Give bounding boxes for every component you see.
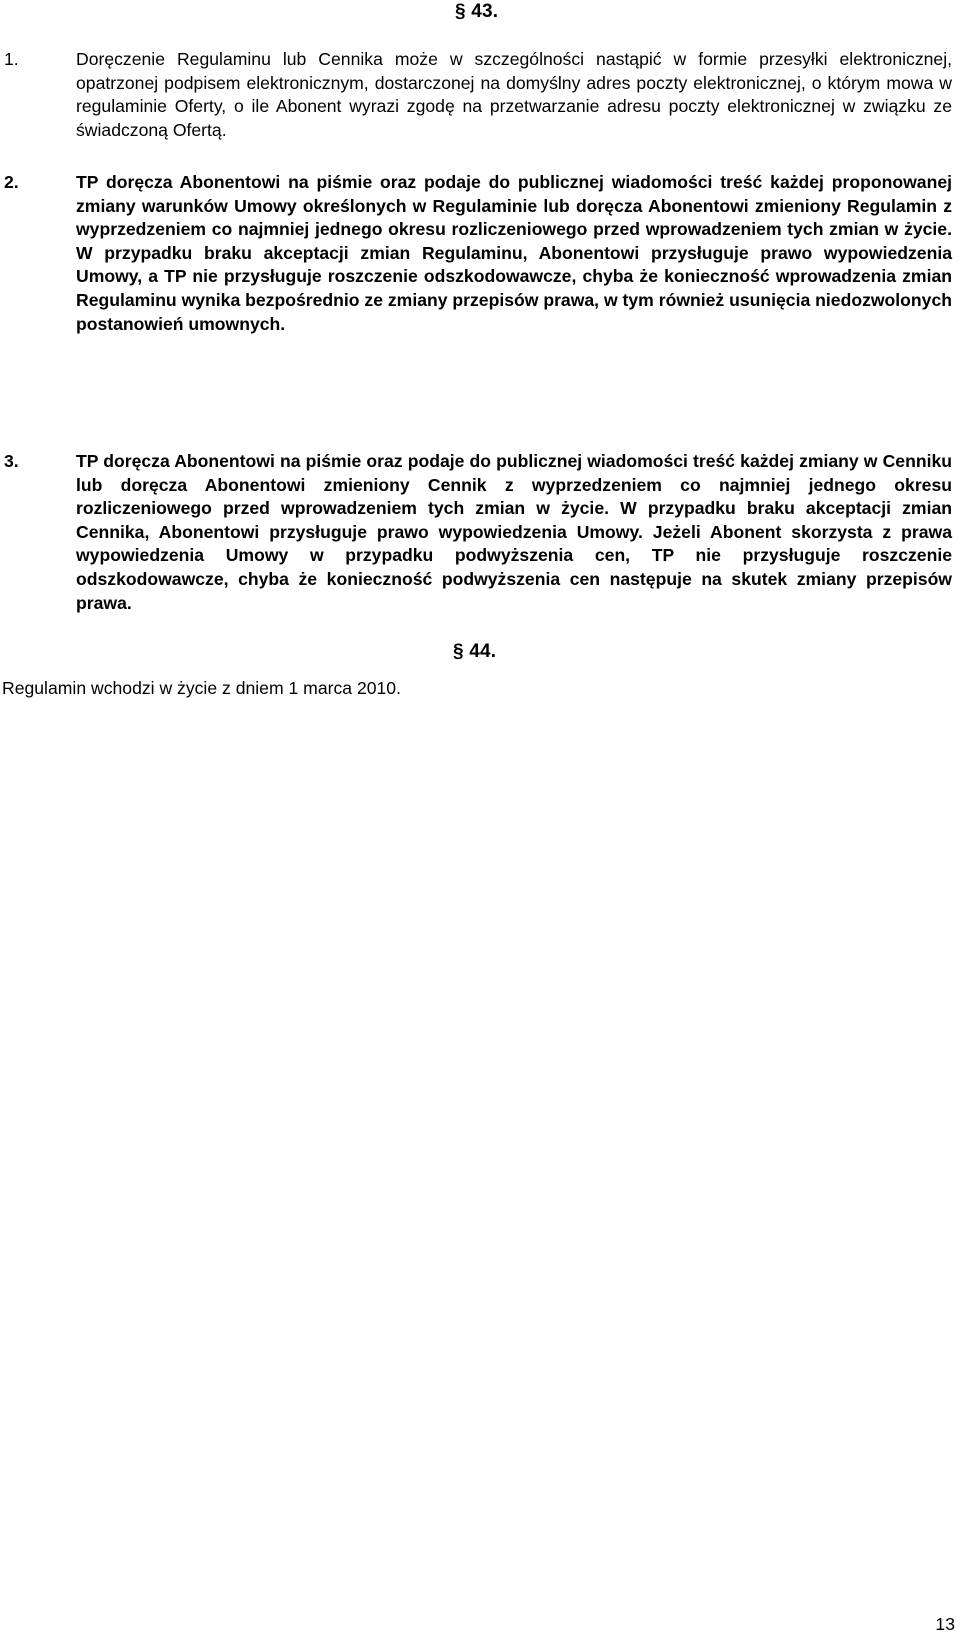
paragraph-2-number: 2. xyxy=(4,172,19,192)
effective-date-statement: Regulamin wchodzi w życie z dniem 1 marca 2010. xyxy=(2,678,401,698)
paragraph-3 xyxy=(4,450,952,615)
paragraph-3-number: 3. xyxy=(4,451,19,471)
paragraph-2-text: TP doręcza Abonentowi na piśmie oraz podaje do publicznej wiadomości treść każdej proponowanej zmiany warunków Umowy określonych w Regulaminie lub doręcza Abonentowi zmieniony Regulamin z wyprzedzeniem co najmniej jednego okresu rozliczeniowego przed wprowadzeniem tych zmian w życie. W przypadku braku akceptacji zmian Regulaminu, Abonentowi przysługuje prawo wypowiedzenia Umowy, a TP nie przysługuje roszczenie odszkodowawcze, chyba że konieczność wprowadzenia zmian Regulaminu wynika bezpośrednio ze zmiany przepisów prawa, w tym również usunięcia niedozwolonych postanowień umownych. xyxy=(76,172,952,334)
paragraph-1 xyxy=(4,48,952,142)
paragraph-3-text: TP doręcza Abonentowi na piśmie oraz podaje do publicznej wiadomości treść każdej zmiany w Cenniku lub doręcza Abonentowi zmieniony Cennik z wyprzedzeniem co najmniej jednego okresu rozliczeniowego przed wprowadzeniem tych zmian w życie. W przypadku braku akceptacji zmian Cennika, Abonentowi przysługuje prawo wypowiedzenia Umowy. Jeżeli Abonent skorzysta z prawa wypowiedzenia Umowy w przypadku podwyższenia cen, TP nie przysługuje roszczenie odszkodowawcze, chyba że konieczność podwyższenia cen następuje na skutek zmiany przepisów prawa. xyxy=(76,451,952,613)
paragraph-1-text: Doręczenie Regulaminu lub Cennika może w szczególności nastąpić w formie przesyłki elektronicznej, opatrzonej podpisem elektronicznym, dostarczonej na domyślny adres poczty elektronicznej, o którym mowa w regulaminie Oferty, o ile Abonent wyrazi zgodę na przetwarzanie adresu poczty elektronicznej w związku ze świadczoną Ofertą. xyxy=(76,49,952,140)
paragraph-2 xyxy=(4,171,952,336)
paragraph-1-number: 1. xyxy=(4,49,19,69)
section-heading-43: § 43. xyxy=(455,1,499,22)
page-number: 13 xyxy=(935,1614,955,1634)
section-heading-44: § 44. xyxy=(453,641,497,662)
